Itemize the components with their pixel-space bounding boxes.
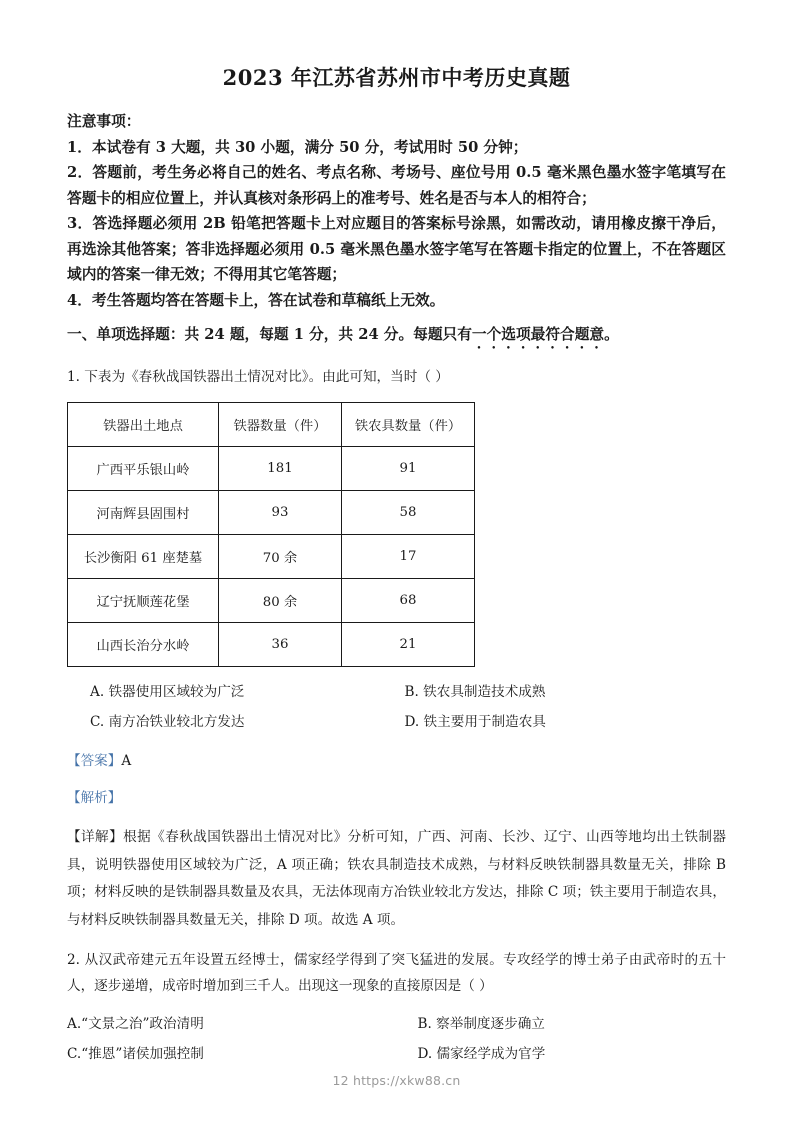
notice-item-4: 4．考生答题均答在答题卡上，答在试卷和草稿纸上无效。 — [67, 291, 445, 309]
table-header-cell: 铁器数量（件） — [219, 402, 342, 446]
question-1-option-c[interactable]: C. 南方冶铁业较北方发达 — [90, 713, 245, 730]
notice-block — [67, 109, 726, 313]
analysis-tag: 【解析】 — [67, 790, 122, 807]
question-1-table-wrap — [67, 402, 726, 667]
table-header-cell: 铁农具数量（件） — [342, 402, 475, 446]
question-2-options — [67, 1009, 726, 1069]
table-cell: 辽宁抚顺莲花堡 — [68, 578, 219, 622]
table-cell: 70 余 — [219, 534, 342, 578]
table-cell: 181 — [219, 446, 342, 490]
question-2-option-d[interactable]: D. 儒家经学成为官学 — [417, 1046, 546, 1063]
question-1-option-a[interactable]: A. 铁器使用区域较为广泛 — [90, 683, 245, 700]
option-row — [67, 707, 726, 737]
question-1-stem: 1. 下表为《春秋战国铁器出土情况对比》。由此可知，当时（ ） — [67, 369, 449, 385]
table-cell: 80 余 — [219, 578, 342, 622]
table-header-row — [68, 402, 475, 446]
question-2-option-c[interactable]: C.“推恩”诸侯加强控制 — [67, 1046, 204, 1063]
notice-item-3: 3．答选择题必须用 2B 铅笔把答题卡上对应题目的答案标号涂黑，如需改动，请用橡皮擦干净后，再选涂其他答案；答非选择题必须用 0.5 毫米黑色墨水签字笔写在答题卡指定的位置上，不在答题区域内的答案一律无效；不得用其它笔答题； — [67, 215, 726, 283]
option-row — [67, 1039, 726, 1069]
question-1-answer — [67, 749, 726, 773]
answer-value: A — [121, 752, 132, 769]
answer-tag: 【答案】 — [67, 752, 122, 769]
section-heading-plain: 一、单项选择题：共 24 题，每题 1 分，共 24 分。每题只有 — [67, 326, 472, 343]
table-cell: 58 — [342, 490, 475, 534]
notice-item-2: 2．答题前，考生务必将自己的姓名、考点名称、考场号、座位号用 0.5 毫米黑色墨水签字笔填写在答题卡的相应位置上，并认真核对条形码上的准考号、姓名是否与本人的相符合； — [67, 164, 726, 207]
table-cell: 21 — [342, 622, 475, 666]
question-2-option-b[interactable]: B. 察举制度逐步确立 — [417, 1016, 545, 1033]
question-1-analysis-tag — [67, 786, 726, 810]
question-1-option-d[interactable]: D. 铁主要用于制造农具 — [404, 713, 546, 730]
table-row — [68, 622, 475, 666]
iron-artifact-table — [67, 402, 475, 667]
table-cell: 广西平乐银山岭 — [68, 446, 219, 490]
section-heading — [67, 322, 726, 352]
notice-item-1: 1．本试卷有 3 大题，共 30 小题，满分 50 分，考试用时 50 分钟； — [67, 138, 528, 156]
question-1-options — [67, 677, 726, 737]
question-2-option-a[interactable]: A.“文景之治”政治清明 — [67, 1016, 204, 1033]
notice-heading: 注意事项： — [67, 113, 141, 130]
table-cell: 93 — [219, 490, 342, 534]
table-header-cell: 铁器出土地点 — [68, 402, 219, 446]
question-1-detail — [67, 824, 726, 934]
question-2-stem: 2. 从汉武帝建元五年设置五经博士，儒家经学得到了突飞猛进的发展。专攻经学的博士弟子由武帝时的五十人，逐步递增，成帝时增加到三千人。出现这一现象的直接原因是（ ） — [67, 952, 726, 994]
option-row — [67, 677, 726, 707]
detail-text: 根据《春秋战国铁器出土情况对比》分析可知，广西、河南、长沙、辽宁、山西等地均出土铁制器具，说明铁器使用区域较为广泛，A 项正确；铁农具制造技术成熟，与材料反映铁制器具数量无关，排除 B 项；材料反映的是铁制器具数量及农具，无法体现南方冶铁业较北方发达，排除 C 项；铁主要用于制造农具，与材料反映铁制器具数量无关，排除 D 项。故选 A 项。 — [67, 829, 726, 928]
table-cell: 68 — [342, 578, 475, 622]
table-cell: 山西长治分水岭 — [68, 622, 219, 666]
table-row — [68, 446, 475, 490]
table-cell: 河南辉县固围村 — [68, 490, 219, 534]
table-row — [68, 534, 475, 578]
page-title: 2023 年江苏省苏州市中考历史真题 — [222, 65, 571, 90]
table-cell: 91 — [342, 446, 475, 490]
table-row — [68, 578, 475, 622]
question-1-option-b[interactable]: B. 铁农具制造技术成熟 — [404, 683, 546, 700]
table-row — [68, 490, 475, 534]
table-cell: 17 — [342, 534, 475, 578]
option-row — [67, 1009, 726, 1039]
footer-watermark: 12 https://xkw88.cn — [332, 1073, 461, 1088]
section-heading-tail: 。 — [604, 326, 619, 343]
section-heading-emphasized: 一个选项最符合题意 — [471, 326, 605, 343]
table-cell: 36 — [219, 622, 342, 666]
detail-tag: 【详解】 — [67, 829, 124, 846]
table-cell: 长沙衡阳 61 座楚墓 — [68, 534, 219, 578]
